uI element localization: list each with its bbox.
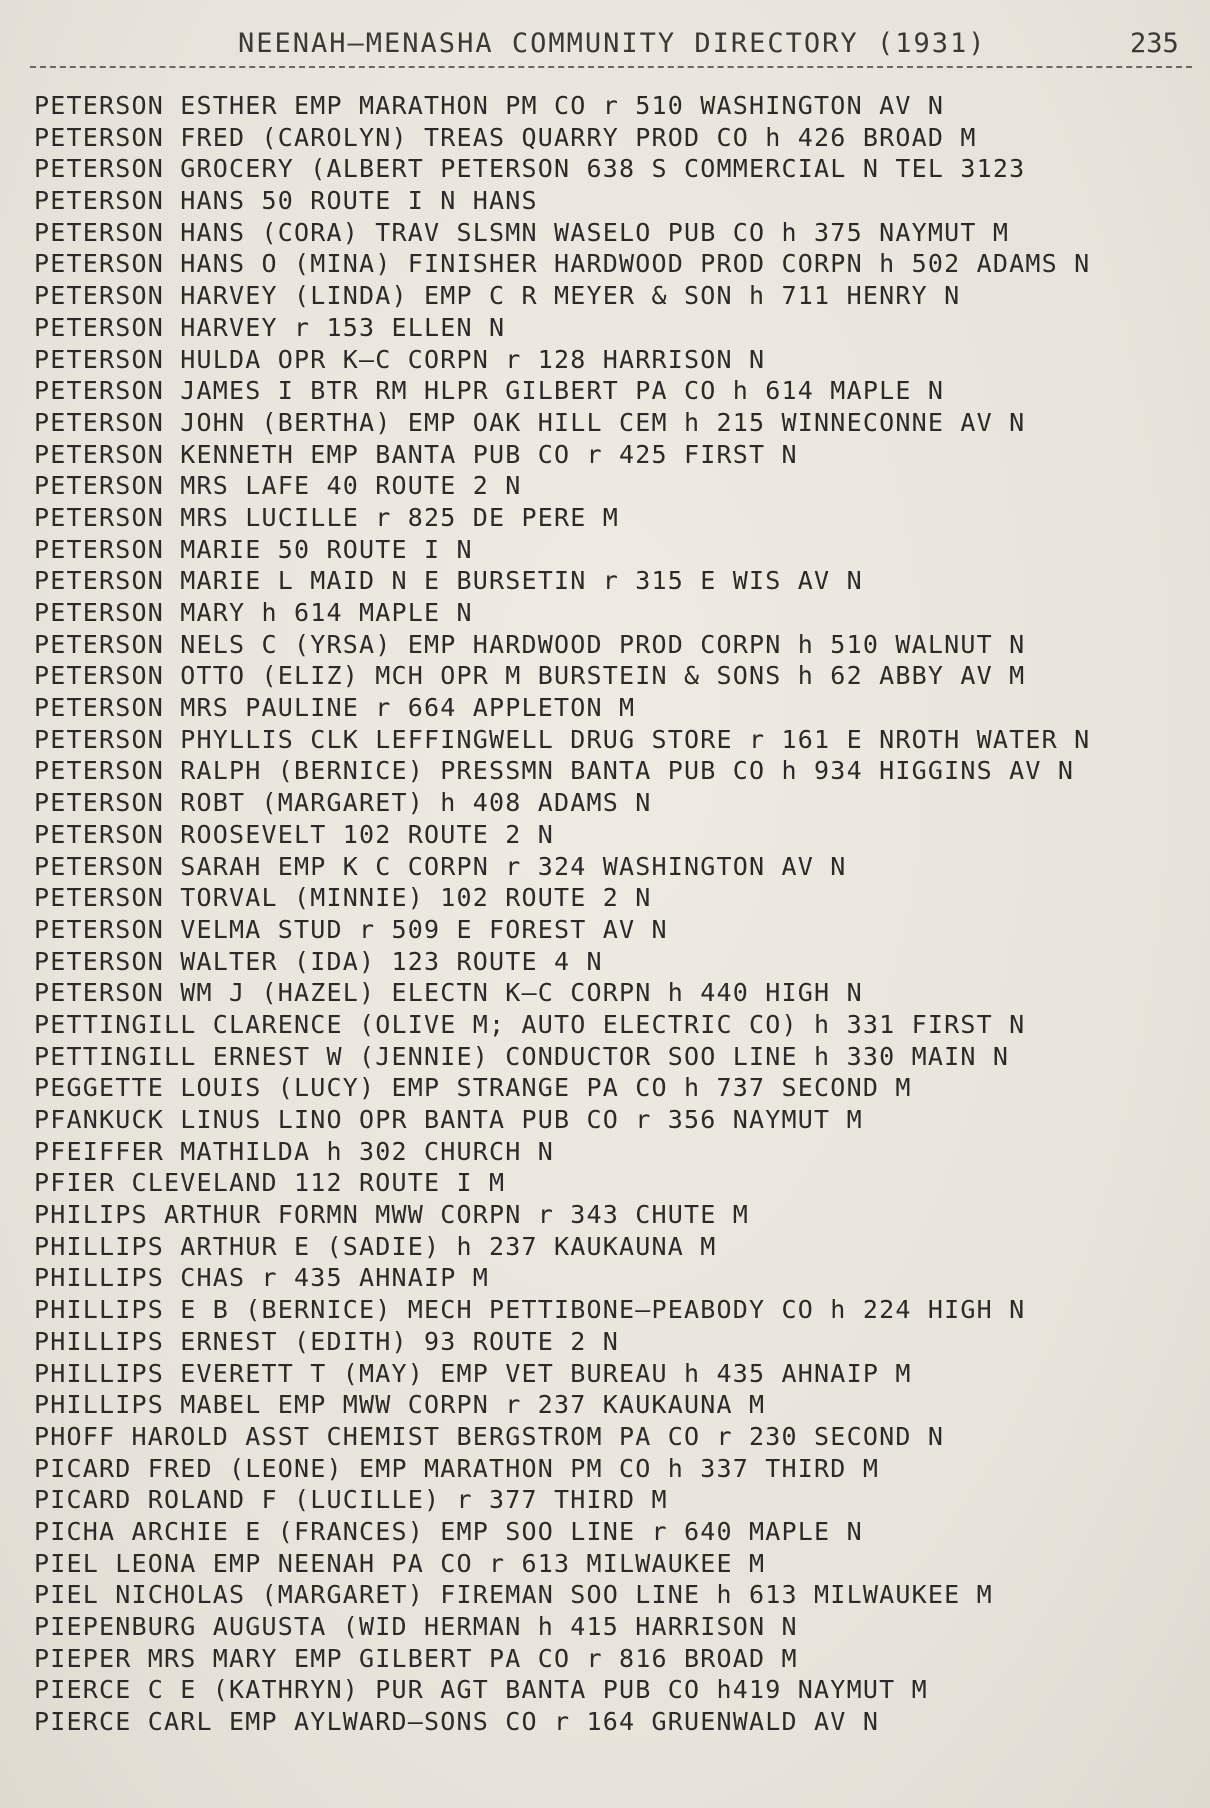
directory-entry: PETERSON KENNETH EMP BANTA PUB CO r 425 FIRST N [34, 439, 798, 469]
directory-entry: PETERSON MARIE 50 ROUTE I N [34, 534, 473, 564]
directory-entry: PHILLIPS ERNEST (EDITH) 93 ROUTE 2 N [34, 1326, 620, 1356]
directory-entry: PHILLIPS ARTHUR E (SADIE) h 237 KAUKAUNA M [34, 1231, 717, 1261]
directory-entry: PETERSON ESTHER EMP MARATHON PM CO r 510 WASHINGTON AV N [34, 91, 945, 120]
directory-entry: PETERSON ROBT (MARGARET) h 408 ADAMS N [34, 788, 652, 818]
directory-entry: PETERSON HANS O (MINA) FINISHER HARDWOOD PROD CORPN h 502 ADAMS N [34, 249, 1091, 279]
directory-listing [34, 90, 1204, 1738]
directory-entry: PETERSON HARVEY r 153 ELLEN N [34, 312, 506, 342]
directory-entry: PHILLIPS E B (BERNICE) MECH PETTIBONE–PEABODY CO h 224 HIGH N [34, 1295, 1026, 1325]
page-header [0, 28, 1210, 68]
directory-entry: PETERSON TORVAL (MINNIE) 102 ROUTE 2 N [34, 883, 652, 913]
directory-entry: PIEL NICHOLAS (MARGARET) FIREMAN SOO LINE h 613 MILWAUKEE M [34, 1580, 993, 1610]
directory-entry: PETERSON ROOSEVELT 102 ROUTE 2 N [34, 819, 555, 849]
directory-entry: PETERSON MARY h 614 MAPLE N [34, 598, 473, 627]
directory-entry: PETERSON WALTER (IDA) 123 ROUTE 4 N [34, 946, 603, 976]
directory-entry: PETERSON HANS (CORA) TRAV SLSMN WASELO PUB CO h 375 NAYMUT M [34, 217, 1010, 247]
directory-entry: PETERSON VELMA STUD r 509 E FOREST AV N [34, 914, 668, 944]
directory-entry: PETERSON RALPH (BERNICE) PRESSMN BANTA PUB CO h 934 HIGGINS AV N [34, 756, 1075, 786]
directory-entry: PHOFF HAROLD ASST CHEMIST BERGSTROM PA CO r 230 SECOND N [34, 1421, 945, 1451]
directory-entry: PETERSON MRS PAULINE r 664 APPLETON M [34, 693, 636, 723]
directory-entry: PICARD FRED (LEONE) EMP MARATHON PM CO h 337 THIRD M [34, 1453, 880, 1483]
directory-entry: PETTINGILL ERNEST W (JENNIE) CONDUCTOR SOO LINE h 330 MAIN N [34, 1041, 1010, 1071]
directory-entry: PEGGETTE LOUIS (LUCY) EMP STRANGE PA CO h 737 SECOND M [34, 1073, 912, 1103]
directory-entry: PETTINGILL CLARENCE (OLIVE M; AUTO ELECTRIC CO) h 331 FIRST N [34, 1009, 1026, 1039]
directory-entry: PFANKUCK LINUS LINO OPR BANTA PUB CO r 356 NAYMUT M [34, 1105, 863, 1134]
directory-entry: PETERSON GROCERY (ALBERT PETERSON 638 S COMMERCIAL N TEL 3123 [34, 154, 1026, 184]
directory-entry: PETERSON MARIE L MAID N E BURSETIN r 315 E WIS AV N [34, 566, 863, 596]
directory-entry: PIERCE C E (KATHRYN) PUR AGT BANTA PUB CO h419 NAYMUT M [34, 1675, 928, 1705]
directory-title: NEENAH–MENASHA COMMUNITY DIRECTORY (1931) [238, 28, 987, 59]
directory-entry: PETERSON NELS C (YRSA) EMP HARDWOOD PROD CORPN h 510 WALNUT N [34, 629, 1026, 659]
directory-entry: PHILIPS ARTHUR FORMN MWW CORPN r 343 CHUTE M [34, 1200, 750, 1230]
directory-entry: PHILLIPS CHAS r 435 AHNAIP M [34, 1263, 490, 1293]
directory-entry: PICARD ROLAND F (LUCILLE) r 377 THIRD M [34, 1485, 668, 1515]
directory-entry: PHILLIPS MABEL EMP MWW CORPN r 237 KAUKAUNA M [34, 1390, 766, 1420]
directory-entry: PIEL LEONA EMP NEENAH PA CO r 613 MILWAUKEE M [34, 1548, 766, 1578]
directory-entry: PHILLIPS EVERETT T (MAY) EMP VET BUREAU h 435 AHNAIP M [34, 1358, 912, 1388]
directory-entry: PETERSON JAMES I BTR RM HLPR GILBERT PA CO h 614 MAPLE N [34, 376, 945, 406]
directory-entry: PICHA ARCHIE E (FRANCES) EMP SOO LINE r 640 MAPLE N [34, 1516, 863, 1546]
directory-entry: PETERSON HANS 50 ROUTE I N HANS [34, 186, 538, 216]
directory-entry: PETERSON OTTO (ELIZ) MCH OPR M BURSTEIN & SONS h 62 ABBY AV M [34, 661, 1026, 691]
directory-entry: PETERSON PHYLLIS CLK LEFFINGWELL DRUG STORE r 161 E NROTH WATER N [34, 724, 1091, 754]
page-number: 235 [1130, 28, 1179, 59]
directory-entry: PFEIFFER MATHILDA h 302 CHURCH N [34, 1136, 555, 1166]
directory-entry: PIEPER MRS MARY EMP GILBERT PA CO r 816 BROAD M [34, 1643, 798, 1673]
directory-entry: PFIER CLEVELAND 112 ROUTE I M [34, 1168, 506, 1198]
directory-entry: PETERSON MRS LUCILLE r 825 DE PERE M [34, 502, 620, 532]
directory-entry: PETERSON MRS LAFE 40 ROUTE 2 N [34, 471, 522, 501]
directory-entry: PETERSON JOHN (BERTHA) EMP OAK HILL CEM h 215 WINNECONNE AV N [34, 407, 1026, 437]
directory-entry: PETERSON SARAH EMP K C CORPN r 324 WASHINGTON AV N [34, 851, 847, 881]
header-divider [30, 66, 1192, 68]
directory-entry: PIEPENBURG AUGUSTA (WID HERMAN h 415 HARRISON N [34, 1612, 798, 1641]
directory-entry: PIERCE CARL EMP AYLWARD–SONS CO r 164 GRUENWALD AV N [34, 1707, 880, 1737]
directory-entry: PETERSON HULDA OPR K–C CORPN r 128 HARRISON N [34, 344, 766, 374]
directory-entry: PETERSON HARVEY (LINDA) EMP C R MEYER & SON h 711 HENRY N [34, 281, 961, 311]
directory-entry: PETERSON WM J (HAZEL) ELECTN K–C CORPN h 440 HIGH N [34, 978, 863, 1008]
directory-entry: PETERSON FRED (CAROLYN) TREAS QUARRY PROD CO h 426 BROAD M [34, 122, 977, 152]
